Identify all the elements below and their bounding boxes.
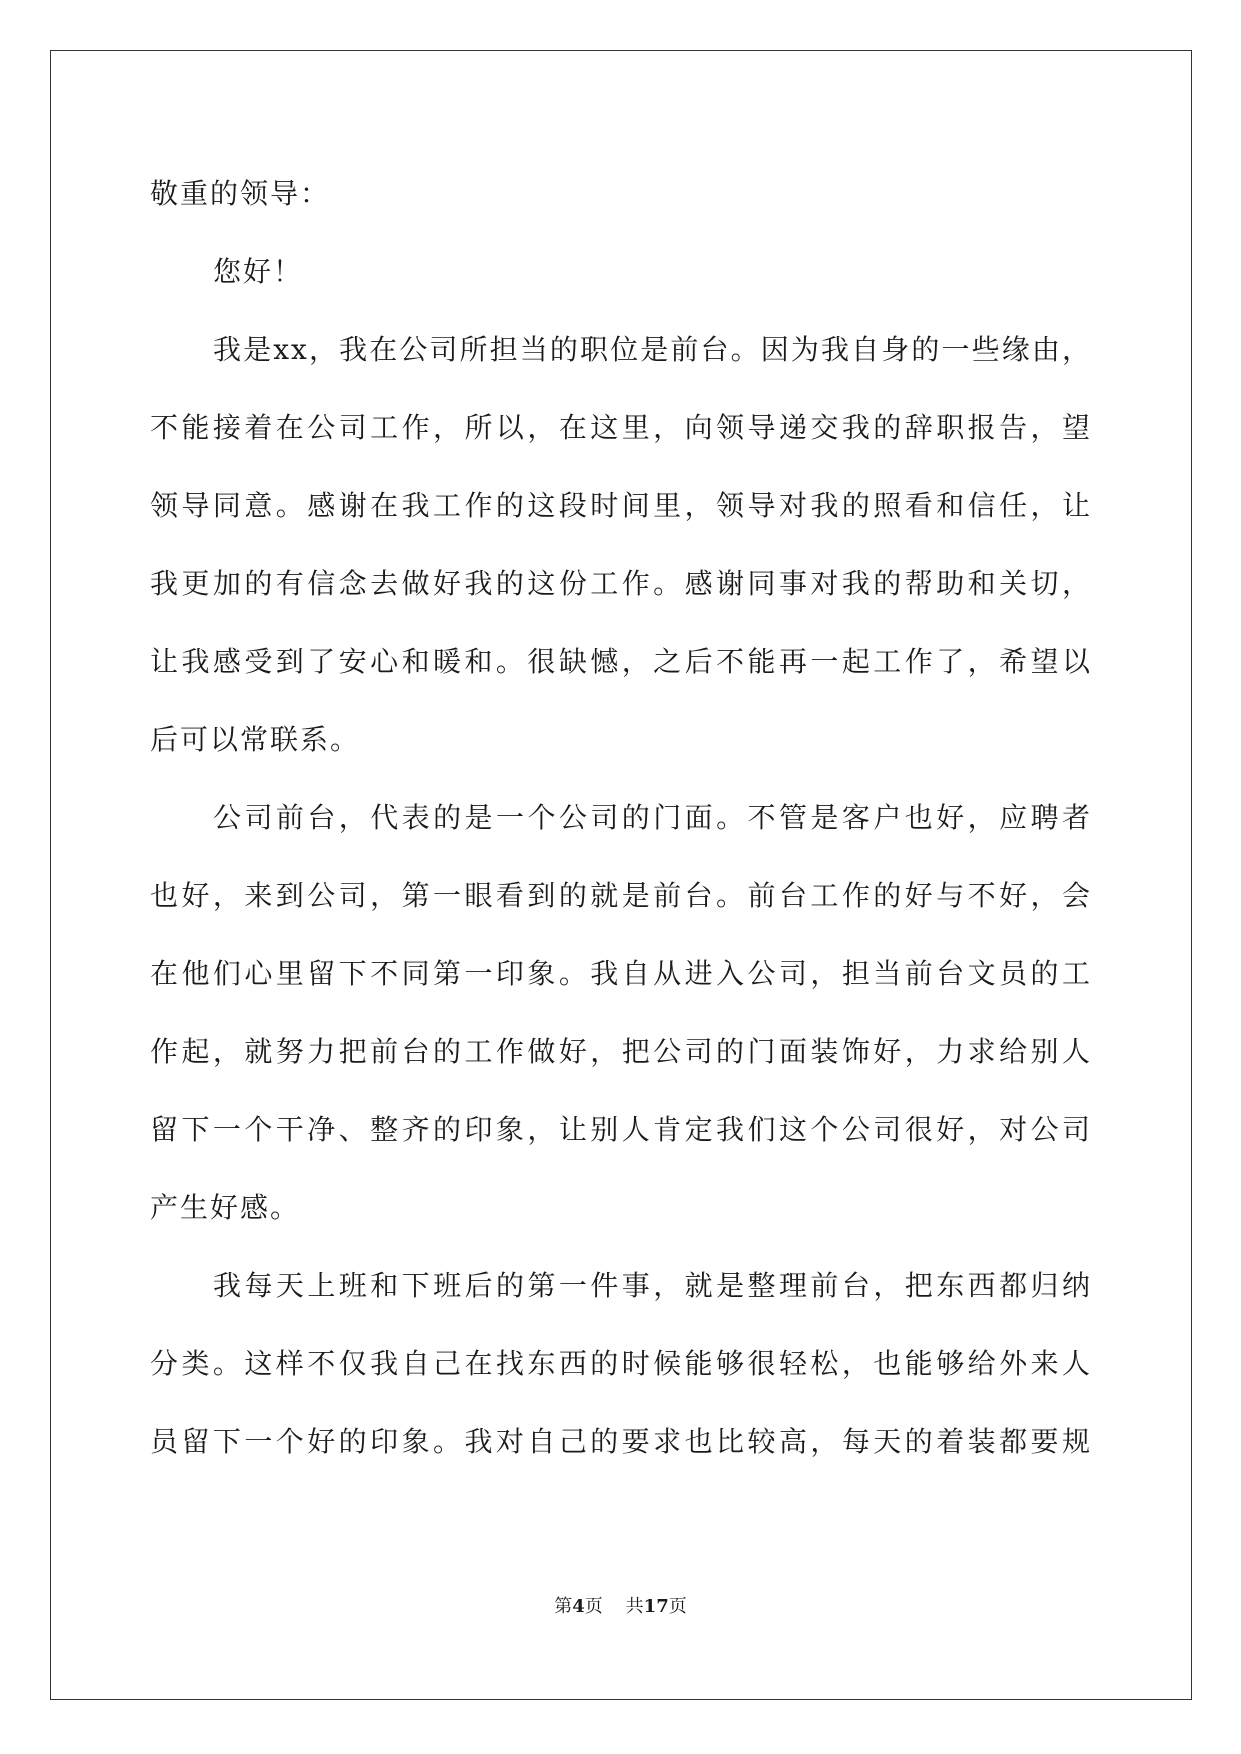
paragraph-line: 也好，来到公司，第一眼看到的就是前台。前台工作的好与不好，会 <box>150 879 1092 912</box>
paragraph-line: 员留下一个好的印象。我对自己的要求也比较高，每天的着装都要规 <box>150 1425 1092 1458</box>
paragraph-line: 我更加的有信念去做好我的这份工作。感谢同事对我的帮助和关切， <box>150 567 1092 600</box>
paragraph-line: 我是xx，我在公司所担当的职位是前台。因为我自身的一些缘由， <box>213 333 1092 366</box>
paragraph-line: 在他们心里留下不同第一印象。我自从进入公司，担当前台文员的工 <box>150 957 1092 990</box>
paragraph-line: 分类。这样不仅我自己在找东西的时候能够很轻松，也能够给外来人 <box>150 1347 1092 1380</box>
page-total: 17 <box>643 1596 669 1617</box>
page-number-suffix: 页 <box>584 1596 603 1617</box>
paragraph-line: 后可以常联系。 <box>150 723 361 756</box>
page-number-prefix: 第 <box>554 1596 573 1617</box>
paragraph-line: 我每天上班和下班后的第一件事，就是整理前台，把东西都归纳 <box>213 1269 1092 1302</box>
document-body <box>150 155 1092 1481</box>
paragraph-line: 不能接着在公司工作，所以，在这里，向领导递交我的辞职报告，望 <box>150 411 1092 444</box>
page-number-current: 4 <box>572 1596 585 1617</box>
page-footer <box>0 1592 1241 1618</box>
greeting-line: 您好！ <box>213 255 304 288</box>
salutation-line: 敬重的领导： <box>150 177 331 210</box>
paragraph-line: 产生好感。 <box>150 1191 301 1224</box>
paragraph-line: 作起，就努力把前台的工作做好，把公司的门面装饰好，力求给别人 <box>150 1035 1092 1068</box>
page-total-suffix: 页 <box>668 1596 687 1617</box>
paragraph-line: 公司前台，代表的是一个公司的门面。不管是客户也好，应聘者 <box>213 801 1092 834</box>
page-total-prefix: 共 <box>625 1596 644 1617</box>
paragraph-line: 让我感受到了安心和暖和。很缺憾，之后不能再一起工作了，希望以 <box>150 645 1092 678</box>
paragraph-line: 领导同意。感谢在我工作的这段时间里，领导对我的照看和信任，让 <box>150 489 1092 522</box>
paragraph-line: 留下一个干净、整齐的印象，让别人肯定我们这个公司很好，对公司 <box>150 1113 1092 1146</box>
